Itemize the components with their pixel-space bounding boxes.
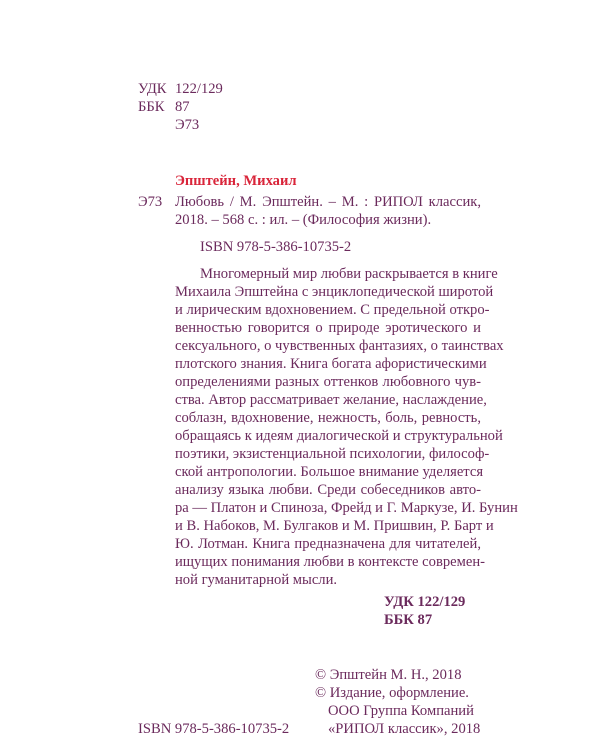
author-sign-top: Э73 [175, 117, 200, 133]
abstract-line: обращаясь к идеям диалогической и структуральной [175, 428, 503, 444]
udk-top-value: 122/129 [175, 81, 223, 97]
catalog-description-line-2: 2018. – 568 с. : ил. – (Философия жизни). [175, 212, 432, 228]
abstract-line: ищущих понимания любви в контексте современ- [175, 554, 485, 570]
abstract-line: венностью говорится о природе эротического и [175, 320, 481, 336]
abstract-line: сексуального, о чувственных фантазиях, о таинствах [175, 338, 504, 354]
bbk-bottom: ББК 87 [384, 612, 433, 628]
abstract-line: ской антропологии. Большое внимание уделяется [175, 464, 484, 480]
catalog-sign: Э73 [138, 194, 163, 210]
isbn-bottom: ISBN 978-5-386-10735-2 [138, 721, 290, 737]
abstract [175, 265, 518, 589]
abstract-line: Ю. Лотман. Книга предназначена для читателей, [175, 536, 481, 552]
udk-top-label: УДК [138, 81, 167, 97]
abstract-line: соблазн, вдохновение, нежность, боль, ревность, [175, 410, 481, 426]
catalog-description-line-1: Любовь / М. Эпштейн. – М. : РИПОЛ классик, [175, 194, 481, 210]
copyright-line-2: © Издание, оформление. [315, 685, 469, 701]
abstract-line: и лирическим вдохновением. С предельной откро- [175, 302, 490, 318]
abstract-line: ства. Автор рассматривает желание, наслаждение, [175, 392, 487, 408]
abstract-line-last: ной гуманитарной мысли. [175, 572, 338, 588]
udk-bottom: УДК 122/129 [384, 594, 466, 610]
copyright-line-3: ООО Группа Компаний [328, 703, 474, 719]
abstract-line: ра — Платон и Спиноза, Фрейд и Г. Маркузе, И. Бунин [175, 500, 518, 516]
copyright-line-1: © Эпштейн М. Н., 2018 [315, 667, 462, 683]
bbk-top-label: ББК [138, 99, 165, 115]
abstract-line: Многомерный мир любви раскрывается в книге [200, 266, 498, 282]
catalog-isbn: ISBN 978-5-386-10735-2 [200, 239, 352, 255]
abstract-line: и В. Набоков, М. Булгаков и М. Пришвин, Р. Барт и [175, 518, 494, 534]
abstract-line: поэтики, экзистенциальной психологии, философ- [175, 446, 490, 462]
abstract-line: Михаила Эпштейна с энциклопедической широтой [175, 284, 494, 300]
copyright-line-4: «РИПОЛ классик», 2018 [328, 721, 481, 737]
abstract-line: анализу языка любви. Среди собеседников авто- [175, 482, 481, 498]
catalog-author: Эпштейн, Михаил [175, 173, 297, 189]
abstract-line: определениями разных оттенков любовного чув- [175, 374, 481, 390]
bbk-top-value: 87 [175, 99, 190, 115]
abstract-line: плотского знания. Книга богата афористическими [175, 356, 487, 372]
